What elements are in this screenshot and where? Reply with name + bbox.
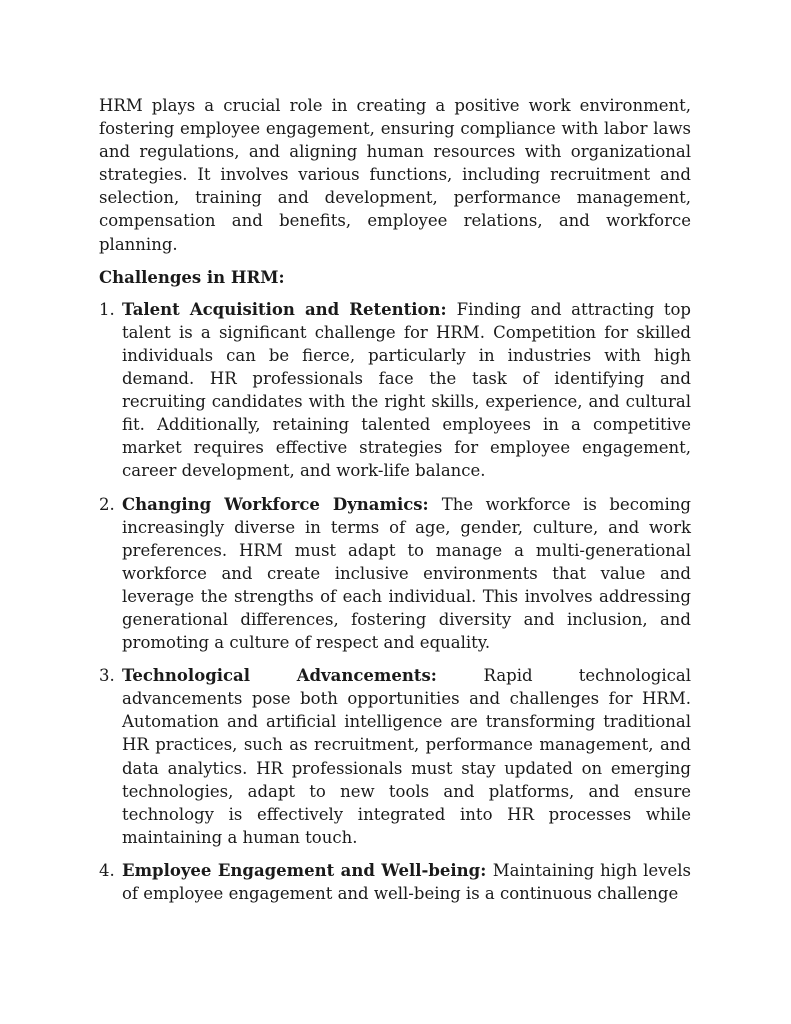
item-body: Rapid technological advancements pose both opportunities and challenges for HRM. Automation and artificial intelligence are transforming traditional HR practices, such as recruitment, performance management, and data analytics. HR professionals must stay updated on emerging technologies, adapt to new tools and platforms, and ensure technology is effectively integrated into HR processes while maintaining a human touch.	[122, 666, 691, 847]
list-item	[99, 298, 691, 483]
item-title: Changing Workforce Dynamics:	[122, 494, 442, 514]
item-body: Finding and attracting top talent is a significant challenge for HRM. Competition for skilled individuals can be fierce, particularly in industries with high demand. HR professionals face the task of identifying and recruiting candidates with the right skills, experience, and cultural fit. Additionally, retaining talented employees in a competitive market requires effective strategies for employee engagement, career development, and work-life balance.	[122, 299, 691, 481]
document-page	[99, 94, 691, 915]
item-title: Talent Acquisition and Retention:	[122, 299, 457, 319]
item-body: The workforce is becoming increasingly diverse in terms of age, gender, culture, and work preferences. HRM must adapt to manage a multi-generational workforce and create inclusive environments that value and leverage the strengths of each individual. This involves addressing generational differences, fostering diversity and inclusion, and promoting a culture of respect and equality.	[122, 494, 691, 653]
list-item	[99, 493, 691, 655]
item-number: 4.	[99, 860, 115, 880]
challenges-list	[99, 298, 691, 905]
item-title: Technological Advancements:	[122, 666, 484, 686]
intro-paragraph: HRM plays a crucial role in creating a positive work environment, fostering employee engagement, ensuring compliance with labor laws and regulations, and aligning human resources with organizational strategies. It involves various functions, including recruitment and selection, training and development, performance management, compensation and benefits, employee relations, and workforce planning.	[99, 96, 691, 254]
item-number: 3.	[99, 666, 115, 686]
list-item	[99, 664, 691, 849]
section-heading: Challenges in HRM:	[99, 267, 285, 287]
item-body: Maintaining high levels of employee engagement and well-being is a continuous challenge	[122, 860, 691, 903]
item-number: 2.	[99, 494, 115, 514]
item-number: 1.	[99, 299, 115, 319]
item-title: Employee Engagement and Well-being:	[122, 860, 493, 880]
list-item	[99, 859, 691, 905]
